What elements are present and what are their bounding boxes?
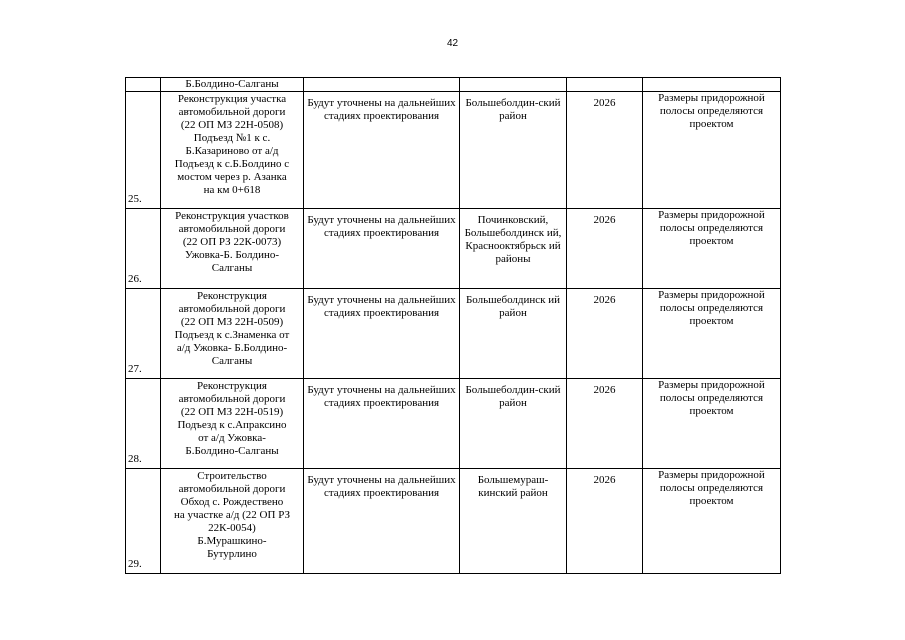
num-cell: 29. (126, 469, 161, 574)
district-cell: Починковский, Большеболдинск ий, Краснооктябрьск ий районы (460, 209, 567, 289)
note-cell: Размеры придорожной полосы определяются проектом (643, 289, 781, 379)
table-row (126, 379, 781, 469)
name-cell: Реконструкция автомобильной дороги (22 ОП МЗ 22Н-0519) Подъезд к с.Апраксино от а/д Ужовка- Б.Болдино-Салганы (161, 379, 304, 469)
year-cell: 2026 (567, 469, 643, 574)
table-row (126, 209, 781, 289)
num-cell: 26. (126, 209, 161, 289)
stage-cell: Будут уточнены на дальнейших стадиях проектирования (304, 209, 460, 289)
note-cell: Размеры придорожной полосы определяются проектом (643, 92, 781, 209)
num-cell: 28. (126, 379, 161, 469)
note-cell (643, 78, 781, 92)
year-cell: 2026 (567, 289, 643, 379)
name-cell: Реконструкция автомобильной дороги (22 ОП МЗ 22Н-0509) Подъезд к с.Знаменка от а/д Ужовка- Б.Болдино- Салганы (161, 289, 304, 379)
num-cell: 25. (126, 92, 161, 209)
stage-cell: Будут уточнены на дальнейших стадиях проектирования (304, 379, 460, 469)
table-row (126, 78, 781, 92)
page-number: 42 (446, 38, 459, 49)
district-cell: Большеболдинск ий район (460, 289, 567, 379)
stage-cell: Будут уточнены на дальнейших стадиях проектирования (304, 92, 460, 209)
stage-cell (304, 78, 460, 92)
name-cell: Реконструкция участка автомобильной дороги (22 ОП МЗ 22Н-0508) Подъезд №1 к с. Б.Казариново от а/д Подъезд к с.Б.Болдино с мостом через р. Азанка на км 0+618 (161, 92, 304, 209)
year-cell: 2026 (567, 92, 643, 209)
name-cell: Реконструкция участков автомобильной дороги (22 ОП РЗ 22К-0073) Ужовка-Б. Болдино- Салганы (161, 209, 304, 289)
note-cell: Размеры придорожной полосы определяются проектом (643, 379, 781, 469)
year-cell (567, 78, 643, 92)
name-cell: Б.Болдино-Салганы (161, 78, 304, 92)
table-row (126, 469, 781, 574)
name-cell: Строительство автомобильной дороги Обход с. Рождествено на участке а/д (22 ОП РЗ 22К-0054) Б.Мурашкино- Бутурлино (161, 469, 304, 574)
district-cell: Большеболдин-ский район (460, 379, 567, 469)
table-row (126, 289, 781, 379)
district-cell (460, 78, 567, 92)
note-cell: Размеры придорожной полосы определяются проектом (643, 469, 781, 574)
district-cell: Большемураш-кинский район (460, 469, 567, 574)
district-cell: Большеболдин-ский район (460, 92, 567, 209)
num-cell (126, 78, 161, 92)
roads-table (125, 77, 781, 574)
note-cell: Размеры придорожной полосы определяются проектом (643, 209, 781, 289)
year-cell: 2026 (567, 209, 643, 289)
num-cell: 27. (126, 289, 161, 379)
stage-cell: Будут уточнены на дальнейших стадиях проектирования (304, 289, 460, 379)
stage-cell: Будут уточнены на дальнейших стадиях проектирования (304, 469, 460, 574)
year-cell: 2026 (567, 379, 643, 469)
table-row (126, 92, 781, 209)
